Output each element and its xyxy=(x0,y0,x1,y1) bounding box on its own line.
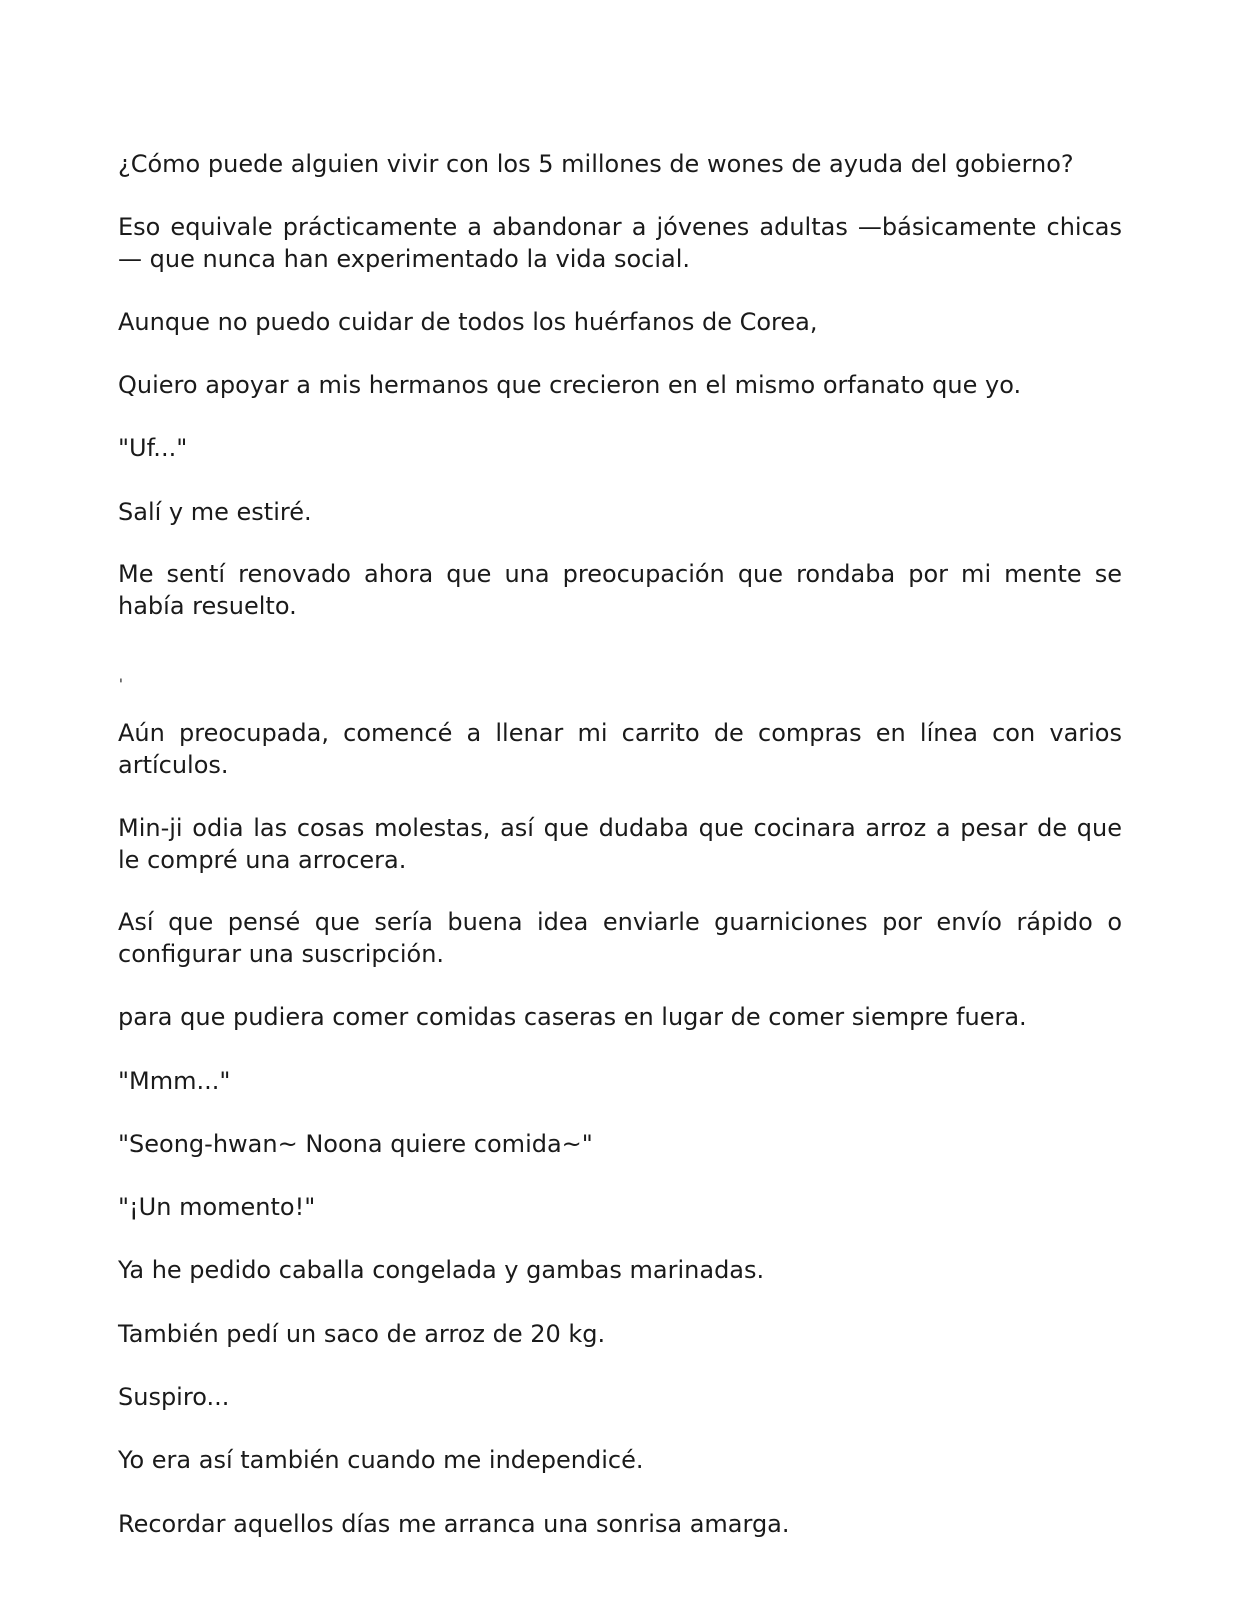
paragraph-6: Salí y me estiré. xyxy=(118,498,312,526)
paragraph-12: "Mmm..." xyxy=(118,1067,231,1095)
paragraph-19: Recordar aquellos días me arranca una sonrisa amarga. xyxy=(118,1510,790,1538)
paragraph-5: "Uf..." xyxy=(118,434,188,462)
paragraph-9: Min-ji odia las cosas molestas, así que dudaba que cocinara arroz a pesar de que le compré una arrocera. xyxy=(118,814,1122,874)
stray-mark: ' xyxy=(119,677,123,693)
paragraph-18: Yo era así también cuando me independicé. xyxy=(118,1446,644,1474)
paragraph-11: para que pudiera comer comidas caseras en lugar de comer siempre fuera. xyxy=(118,1003,1027,1031)
paragraph-2: Eso equivale prácticamente a abandonar a jóvenes adultas —básicamente chicas— que nunca han experimentado la vida social. xyxy=(118,213,1122,273)
paragraph-10: Así que pensé que sería buena idea enviarle guarniciones por envío rápido o configurar una suscripción. xyxy=(118,908,1122,968)
paragraph-3: Aunque no puedo cuidar de todos los huérfanos de Corea, xyxy=(118,308,818,336)
paragraph-14: "¡Un momento!" xyxy=(118,1193,316,1221)
paragraph-16: También pedí un saco de arroz de 20 kg. xyxy=(118,1320,606,1348)
paragraph-7: Me sentí renovado ahora que una preocupación que rondaba por mi mente se había resuelto. xyxy=(118,560,1122,620)
paragraph-13: "Seong-hwan~ Noona quiere comida~" xyxy=(118,1130,593,1158)
paragraph-8: Aún preocupada, comencé a llenar mi carrito de compras en línea con varios artículos. xyxy=(118,719,1122,779)
paragraph-15: Ya he pedido caballa congelada y gambas marinadas. xyxy=(118,1256,765,1284)
paragraph-1: ¿Cómo puede alguien vivir con los 5 millones de wones de ayuda del gobierno? xyxy=(118,150,1074,178)
paragraph-4: Quiero apoyar a mis hermanos que crecieron en el mismo orfanato que yo. xyxy=(118,371,1022,399)
paragraph-17: Suspiro... xyxy=(118,1383,230,1411)
